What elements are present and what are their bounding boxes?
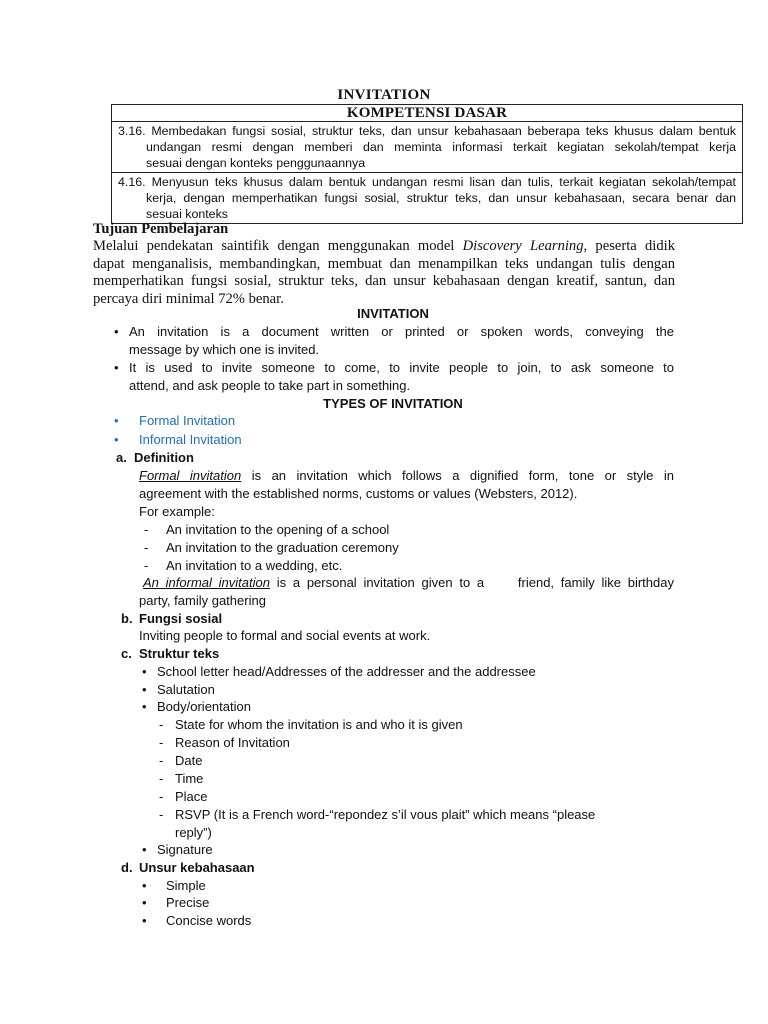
- unsur-item: Simple: [166, 878, 206, 893]
- dash-icon: -: [144, 558, 149, 573]
- kd-row-text: 4.16. Menyusun teks khusus dalam bentuk undangan resmi lisan dan tulis, terkait kegiatan sekolah/tempat: [118, 175, 736, 189]
- struktur-subitem: Reason of Invitation: [175, 735, 290, 750]
- definition-line: [143, 574, 674, 592]
- bullet-icon: •: [114, 324, 119, 339]
- example-item: An invitation to the graduation ceremony: [166, 540, 399, 555]
- section-marker: c.: [121, 646, 132, 661]
- bullet-icon: •: [142, 842, 147, 857]
- bullet-icon: •: [114, 413, 119, 428]
- bullet-icon: •: [114, 360, 119, 375]
- invitation-bullet-2: [129, 359, 674, 395]
- definition-text: is a personal invitation given to a friend, family like birthday: [269, 575, 674, 590]
- definition-text: is an invitation which follows a dignified form, tone or style in: [241, 468, 674, 483]
- example-item: An invitation to a wedding, etc.: [166, 558, 343, 573]
- unsur-item: Precise: [166, 895, 210, 910]
- struktur-subitem-rsvp-cont: reply”): [175, 825, 212, 840]
- informal-term: An informal invitation: [143, 575, 270, 590]
- kd-row-4-16: [112, 173, 743, 224]
- bullet-icon: •: [114, 432, 119, 447]
- bullet-icon: •: [142, 895, 147, 910]
- kd-row-text: sesuai konteks: [146, 207, 228, 221]
- struktur-item: Body/orientation: [157, 699, 251, 714]
- bullet-icon: •: [142, 682, 147, 697]
- bullet-line: It is used to invite someone to come, to invite people to join, to ask someone to: [129, 360, 674, 375]
- struktur-subitem: Place: [175, 789, 208, 804]
- dash-icon: -: [144, 522, 149, 537]
- kd-row-text: 3.16. Membedakan fungsi sosial, struktur teks, dan unsur kebahasaan beberapa teks khusus dalam bentuk: [118, 124, 736, 138]
- invitation-bullet-1: [129, 323, 674, 359]
- struktur-subitem: Time: [175, 771, 204, 786]
- document-title: INVITATION: [337, 87, 431, 103]
- kd-row-text: undangan resmi dengan memberi dan meminta informasi terkait kegiatan sekolah/tempat kerja: [146, 140, 736, 154]
- kd-row-text: kerja, dengan memperhatikan fungsi sosial, struktur teks, dan unsur kebahasaan, secara benar dan: [146, 191, 736, 205]
- tujuan-text: , peserta didik: [583, 238, 675, 254]
- section-marker: a.: [116, 450, 127, 465]
- tujuan-heading: Tujuan Pembelajaran: [93, 221, 229, 237]
- bullet-icon: •: [142, 664, 147, 679]
- section-marker: b.: [121, 611, 133, 626]
- tujuan-line: percaya diri minimal 72% benar.: [93, 290, 284, 307]
- definition-heading: Definition: [134, 450, 194, 465]
- unsur-heading: Unsur kebahasaan: [139, 860, 255, 875]
- tujuan-line: [93, 238, 675, 256]
- informal-definition-cont: party, family gathering: [139, 593, 266, 608]
- definition-line: agreement with the established norms, customs or values (Websters, 2012).: [139, 486, 578, 501]
- dash-icon: -: [159, 771, 164, 786]
- bullet-line: attend, and ask people to take part in something.: [129, 378, 411, 393]
- struktur-subitem: State for whom the invitation is and who it is given: [175, 717, 463, 732]
- tujuan-line: dapat menganalisis, membandingkan, membuat dan menampilkan teks undangan tulis dengan: [93, 255, 675, 272]
- kd-row-3-16: [112, 122, 743, 173]
- tujuan-emphasis: Discovery Learning: [462, 238, 584, 254]
- formal-term: Formal invitation: [139, 468, 242, 483]
- formal-definition: [139, 467, 674, 503]
- struktur-item: Salutation: [157, 682, 215, 697]
- fungsi-text: Inviting people to formal and social events at work.: [139, 628, 431, 643]
- tujuan-text: Melalui pendekatan saintifik dengan menggunakan model: [93, 238, 463, 254]
- bullet-icon: •: [142, 878, 147, 893]
- struktur-heading: Struktur teks: [139, 646, 220, 661]
- example-label: For example:: [139, 504, 215, 519]
- example-item: An invitation to the opening of a school: [166, 522, 390, 537]
- section-marker: d.: [121, 860, 133, 875]
- struktur-subitem-rsvp: RSVP (It is a French word-“repondez s’il vous plait” which means “please: [175, 807, 596, 822]
- kd-table-header: KOMPETENSI DASAR: [112, 105, 743, 122]
- kompetensi-dasar-table: [111, 104, 743, 224]
- types-heading: TYPES OF INVITATION: [323, 396, 463, 411]
- struktur-subitem: Date: [175, 753, 203, 768]
- dash-icon: -: [159, 753, 164, 768]
- definition-line: [139, 467, 674, 485]
- bullet-line: An invitation is a document written or printed or spoken words, conveying the: [129, 324, 674, 339]
- struktur-item: Signature: [157, 842, 213, 857]
- type-formal: Formal Invitation: [139, 413, 236, 428]
- dash-icon: -: [144, 540, 149, 555]
- dash-icon: -: [159, 735, 164, 750]
- unsur-item: Concise words: [166, 913, 252, 928]
- bullet-line: message by which one is invited.: [129, 342, 320, 357]
- dash-icon: -: [159, 807, 164, 822]
- fungsi-heading: Fungsi sosial: [139, 611, 223, 626]
- dash-icon: -: [159, 717, 164, 732]
- kd-row-text: sesuai dengan konteks penggunaannya: [146, 156, 366, 170]
- struktur-item: School letter head/Addresses of the addresser and the addressee: [157, 664, 536, 679]
- bullet-icon: •: [142, 699, 147, 714]
- dash-icon: -: [159, 789, 164, 804]
- invitation-heading: INVITATION: [357, 306, 429, 321]
- type-informal: Informal Invitation: [139, 432, 242, 447]
- tujuan-paragraph: [93, 238, 675, 308]
- bullet-icon: •: [142, 913, 147, 928]
- tujuan-line: memperhatikan fungsi sosial, struktur teks, dan unsur kebahasaan dengan kreatif, santun, dan: [93, 273, 675, 289]
- informal-definition: [143, 574, 674, 592]
